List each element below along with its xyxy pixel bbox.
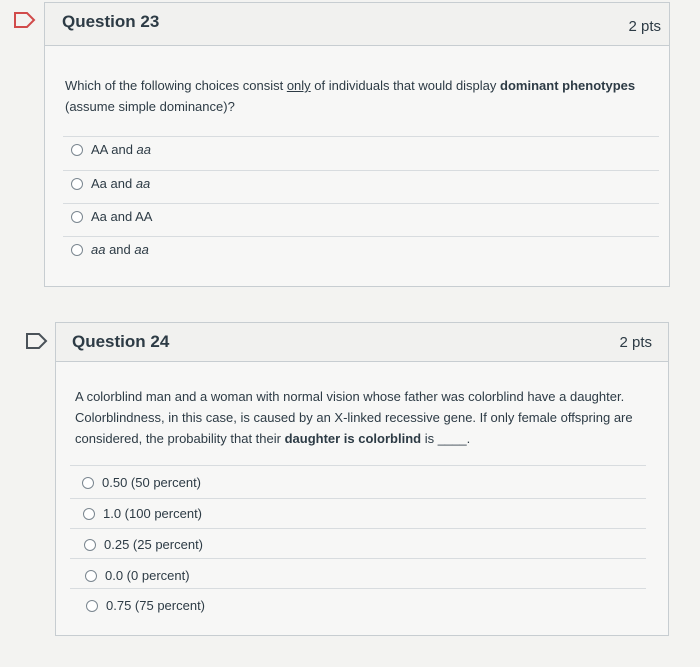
answer-label: Aa and AA (91, 209, 153, 224)
radio-button[interactable] (82, 477, 94, 489)
answer-label: 0.75 (75 percent) (106, 598, 206, 613)
question-23-header (45, 3, 669, 46)
answer-option[interactable] (85, 568, 190, 583)
answer-label: 0.0 (0 percent) (105, 568, 190, 583)
radio-button[interactable] (71, 244, 83, 256)
answer-label: 0.50 (50 percent) (102, 475, 202, 490)
radio-button[interactable] (85, 570, 97, 582)
question-24-card (55, 322, 669, 636)
radio-button[interactable] (84, 539, 96, 551)
answer-label: Aa and aa (91, 176, 151, 191)
answer-label: AA and aa (91, 142, 152, 157)
question-title: Question 24 (72, 332, 170, 351)
question-points: 2 pts (619, 334, 652, 351)
radio-button[interactable] (71, 144, 83, 156)
answer-option[interactable] (71, 176, 150, 191)
answer-option[interactable] (84, 537, 203, 552)
flag-question-icon[interactable] (14, 12, 36, 28)
question-title: Question 23 (62, 12, 160, 31)
question-text: A colorblind man and a woman with normal vision whose father was colorblind have a daughter. Colorblindness, in this case, is caused by an X-linked recessive gene. If only female offspring are considered, the probability that their daughter is colorblind is ____. (75, 389, 633, 446)
question-points: 2 pts (628, 18, 661, 35)
flag-question-icon[interactable] (26, 333, 48, 349)
answer-option[interactable] (71, 142, 151, 157)
answer-label: 0.25 (25 percent) (104, 537, 204, 552)
radio-button[interactable] (86, 600, 98, 612)
answer-label: 1.0 (100 percent) (103, 506, 203, 521)
answer-option[interactable] (83, 506, 202, 521)
answer-option[interactable] (82, 475, 201, 490)
question-24-header (56, 323, 668, 362)
answer-option[interactable] (71, 242, 149, 257)
answer-label: aa and aa (91, 242, 149, 257)
radio-button[interactable] (71, 211, 83, 223)
question-text: Which of the following choices consist only of individuals that would display dominant phenotypes (assume simple dominance)? (65, 78, 636, 114)
radio-button[interactable] (83, 508, 95, 520)
radio-button[interactable] (71, 178, 83, 190)
answer-option[interactable] (86, 598, 205, 613)
answer-option[interactable] (71, 209, 152, 224)
question-23-card (44, 2, 670, 287)
